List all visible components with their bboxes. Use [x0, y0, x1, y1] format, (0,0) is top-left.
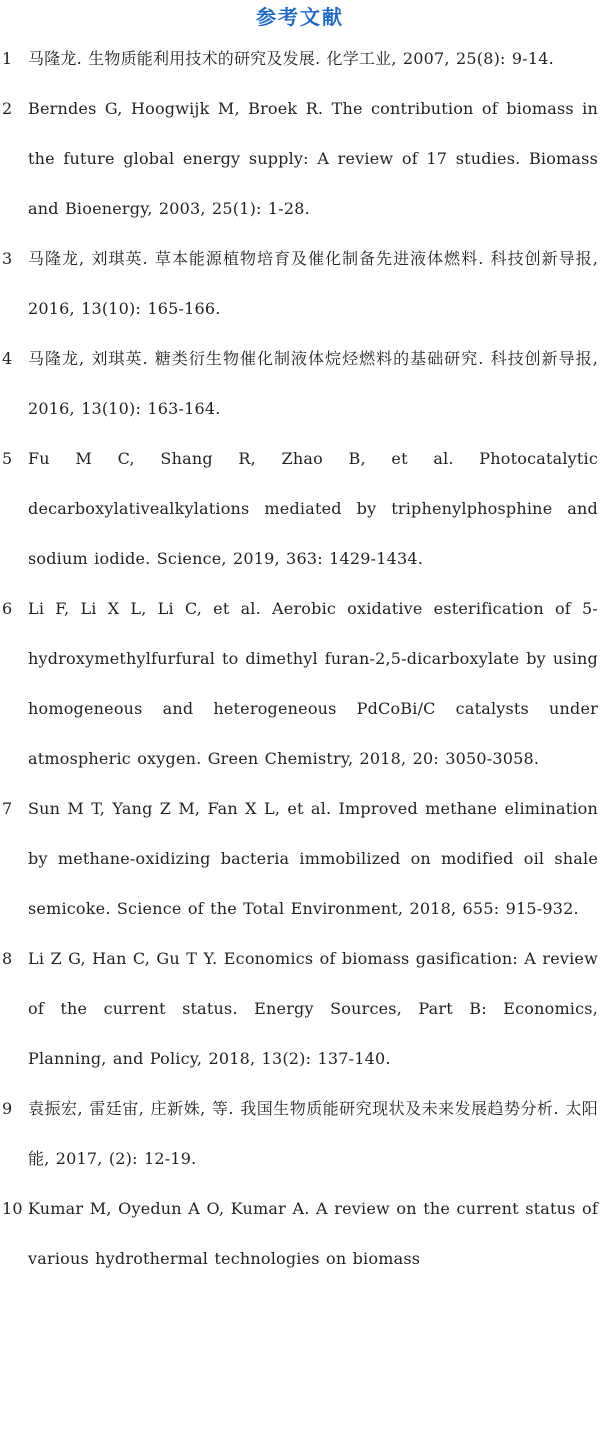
reference-text: 马隆龙, 刘琪英. 糖类衍生物催化制液体烷烃燃料的基础研究. 科技创新导报, 2016, 13(10): 163-164.: [28, 349, 598, 418]
reference-number: 2: [2, 99, 13, 118]
reference-text: 马隆龙. 生物质能利用技术的研究及发展. 化学工业, 2007, 25(8): 9-14.: [28, 49, 554, 68]
reference-number: 5: [2, 449, 13, 468]
reference-item: [2, 334, 598, 434]
reference-text: Li F, Li X L, Li C, et al. Aerobic oxidative esterification of 5-hydroxymethylfurfural to dimethyl furan-2,5-dicarboxylate by using homogeneous and heterogeneous PdCoBi/C catalysts under atmospheric oxygen. Green Chemistry, 2018, 20: 3050-3058.: [28, 599, 598, 768]
reference-item: [2, 84, 598, 234]
reference-item: [2, 1084, 598, 1184]
reference-text: Berndes G, Hoogwijk M, Broek R. The contribution of biomass in the future global energy supply: A review of 17 studies. Biomass and Bioenergy, 2003, 25(1): 1-28.: [28, 99, 598, 218]
reference-number: 10: [2, 1199, 23, 1218]
reference-number: 4: [2, 349, 13, 368]
reference-number: 9: [2, 1099, 13, 1118]
reference-text: 袁振宏, 雷廷宙, 庄新姝, 等. 我国生物质能研究现状及未来发展趋势分析. 太阳能, 2017, (2): 12-19.: [28, 1099, 598, 1168]
reference-number: 3: [2, 249, 13, 268]
reference-item: [2, 934, 598, 1084]
reference-item: [2, 34, 598, 84]
references-heading: 参考文献: [256, 5, 344, 29]
reference-text: Li Z G, Han C, Gu T Y. Economics of biomass gasification: A review of the current status. Energy Sources, Part B: Economics, Planning, and Policy, 2018, 13(2): 137-140.: [28, 949, 598, 1068]
reference-item: [2, 584, 598, 784]
reference-number: 8: [2, 949, 13, 968]
reference-item: [2, 434, 598, 584]
reference-number: 1: [2, 49, 13, 68]
reference-text: Fu M C, Shang R, Zhao B, et al. Photocatalytic decarboxylativealkylations mediated by triphenylphosphine and sodium iodide. Science, 2019, 363: 1429-1434.: [28, 449, 598, 568]
reference-list: [2, 34, 598, 1284]
reference-text: Kumar M, Oyedun A O, Kumar A. A review on the current status of various hydrothermal technologies on biomass: [28, 1199, 598, 1268]
reference-text: Sun M T, Yang Z M, Fan X L, et al. Improved methane elimination by methane-oxidizing bacteria immobilized on modified oil shale semicoke. Science of the Total Environment, 2018, 655: 915-932.: [28, 799, 598, 918]
reference-text: 马隆龙, 刘琪英. 草本能源植物培育及催化制备先进液体燃料. 科技创新导报, 2016, 13(10): 165-166.: [28, 249, 598, 318]
reference-number: 6: [2, 599, 13, 618]
reference-item: [2, 234, 598, 334]
reference-item: [2, 1184, 598, 1284]
reference-item: [2, 784, 598, 934]
reference-number: 7: [2, 799, 13, 818]
